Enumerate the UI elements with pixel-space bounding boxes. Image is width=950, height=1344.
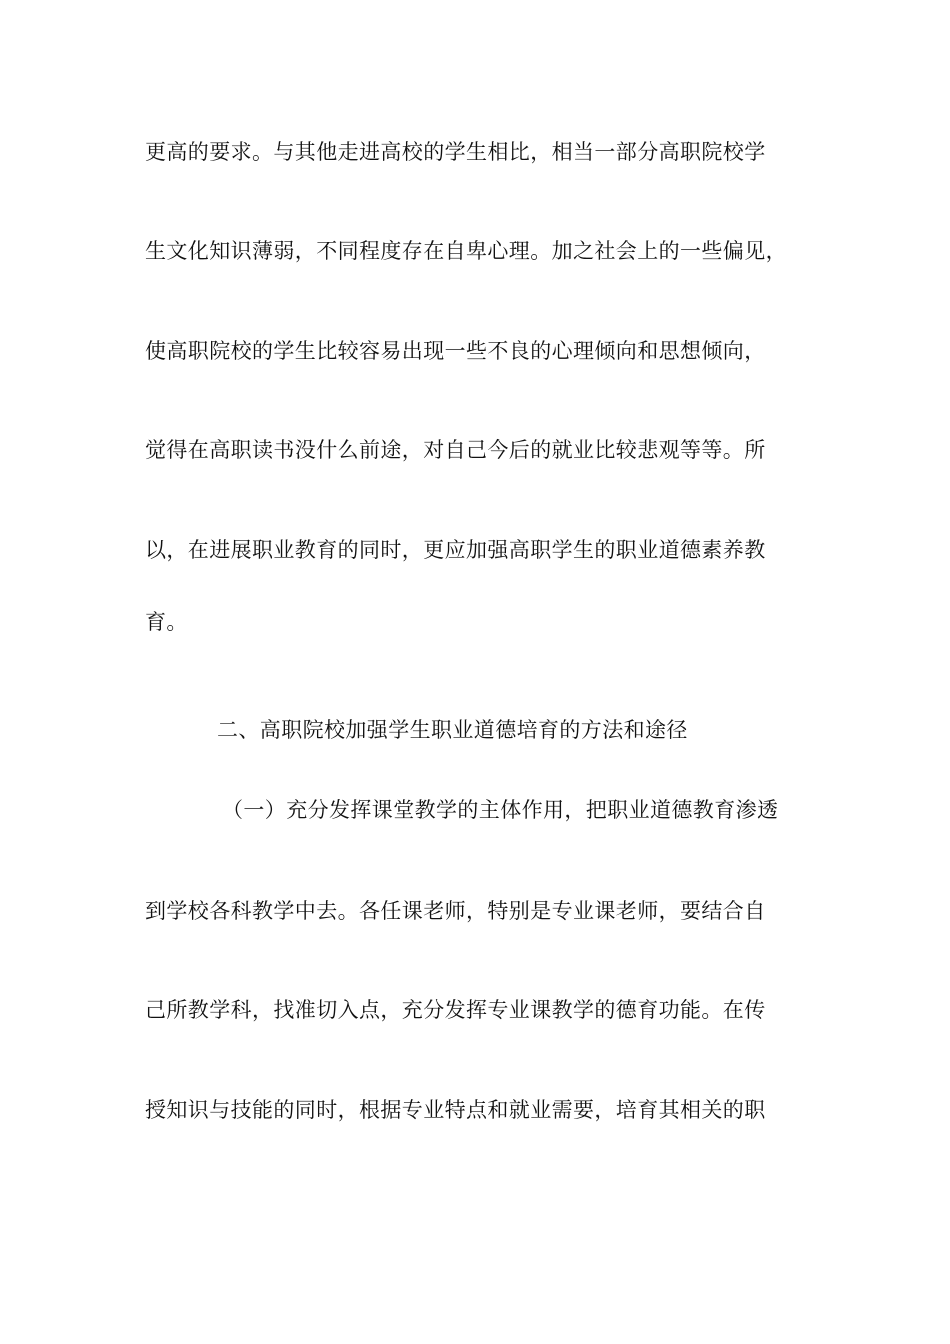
text-line: 己所教学科，找准切入点，充分发挥专业课教学的德育功能。在传 bbox=[145, 998, 766, 1022]
section-heading: 二、高职院校加强学生职业道德培育的方法和途径 bbox=[217, 718, 688, 742]
text-line: 育。 bbox=[145, 610, 188, 634]
text-line: 以，在进展职业教育的同时，更应加强高职学生的职业道德素养教 bbox=[145, 538, 766, 562]
text-line: 到学校各科教学中去。各任课老师，特别是专业课老师，要结合自 bbox=[145, 899, 766, 923]
text-line: 觉得在高职读书没什么前途，对自己今后的就业比较悲观等等。所 bbox=[145, 438, 766, 462]
subsection-first-line: （一）充分发挥课堂教学的主体作用，把职业道德教育渗透 bbox=[222, 798, 779, 822]
text-line: 使高职院校的学生比较容易出现一些不良的心理倾向和思想倾向， bbox=[145, 339, 766, 363]
text-line: 授知识与技能的同时，根据专业特点和就业需要，培育其相关的职 bbox=[145, 1098, 766, 1122]
text-line: 生文化知识薄弱，不同程度存在自卑心理。加之社会上的一些偏见， bbox=[145, 239, 787, 263]
text-line: 更高的要求。与其他走进高校的学生相比，相当一部分高职院校学 bbox=[145, 140, 766, 164]
